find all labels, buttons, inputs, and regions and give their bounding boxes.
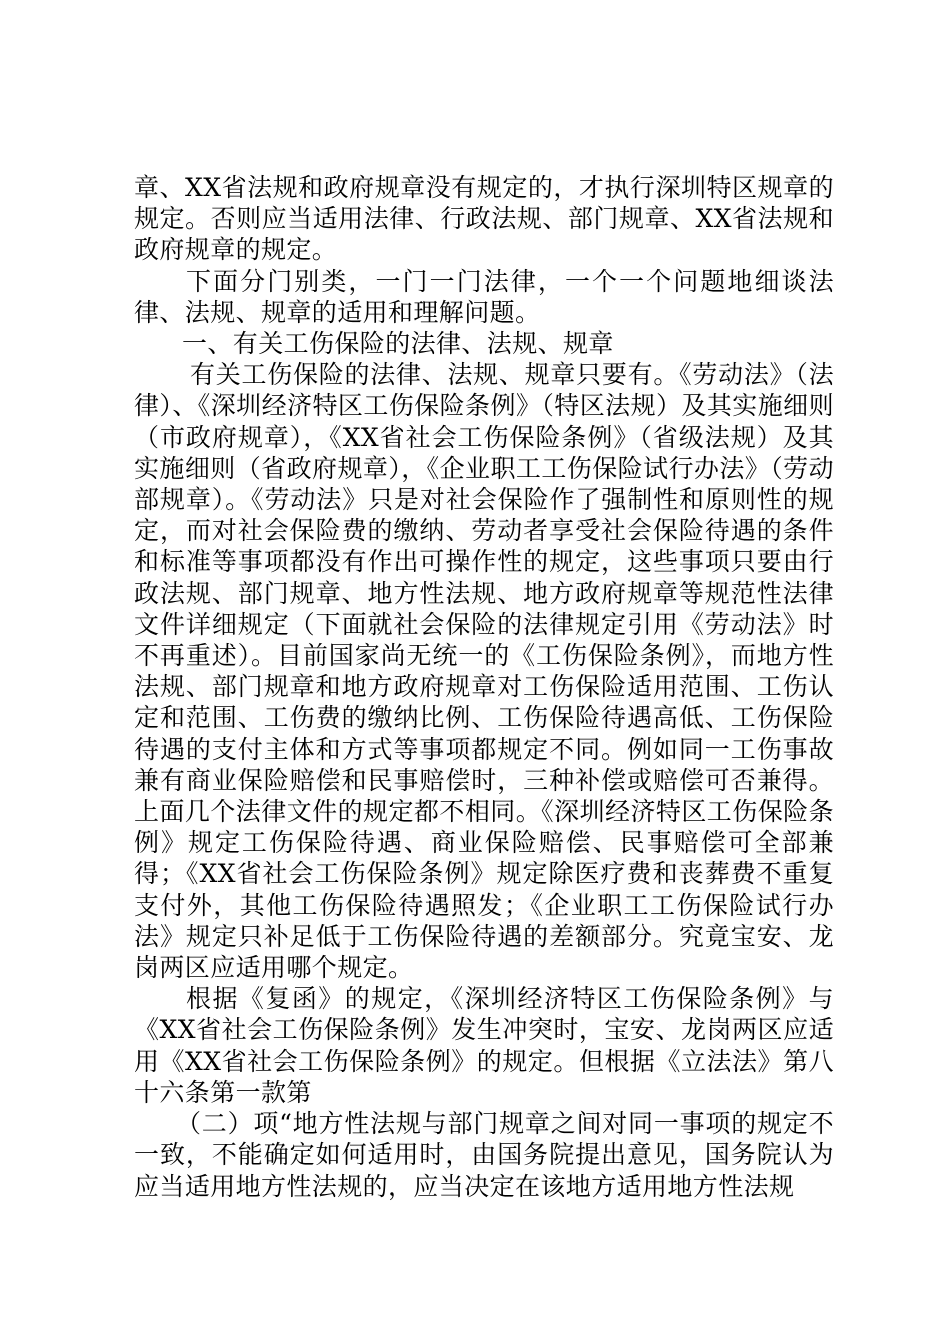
section-heading: 一、有关工伤保险的法律、法规、规章 xyxy=(182,329,614,359)
paragraph-reply: 根据《复函》的规定，《深圳经济特区工伤保险条例》与《XX省社会工伤保险条例》发生冲突时，宝安、龙岗两区应适用《XX省社会工伤保险条例》的规定。但根据《立法法》第八十六条第一款第 xyxy=(134,984,834,1107)
paragraph-intro: 下面分门别类，一门一门法律，一个一个问题地细谈法律、法规、规章的适用和理解问题。 xyxy=(134,266,834,327)
paragraph-clause: （二）项“地方性法规与部门规章之间对同一事项的规定不一致，不能确定如何适用时，由国务院提出意见，国务院认为应当适用地方性法规的，应当决定在该地方适用地方性法规 xyxy=(134,1109,834,1201)
document-body xyxy=(134,172,834,1202)
paragraph-body: 有关工伤保险的法律、法规、规章只要有。《劳动法》（法律）、《深圳经济特区工伤保险条例》（特区法规）及其实施细则（市政府规章），《XX省社会工伤保险条例》（省级法规）及其实施细则（省政府规章），《企业职工工伤保险试行办法》（劳动部规章）。《劳动法》只是对社会保险作了强制性和原则性的规定，而对社会保险费的缴纳、劳动者享受社会保险待遇的条件和标准等事项都没有作出可操作性的规定，这些事项只要由行政法规、部门规章、地方性法规、地方政府规章等规范性法律文件详细规定（下面就社会保险的法律规定引用《劳动法》时不再重述）。目前国家尚无统一的《工伤保险条例》，而地方性法规、部门规章和地方政府规章对工伤保险适用范围、工伤认定和范围、工伤费的缴纳比例、工伤保险待遇高低、工伤保险待遇的支付主体和方式等事项都规定不同。例如同一工伤事故兼有商业保险赔偿和民事赔偿时，三种补偿或赔偿可否兼得。上面几个法律文件的规定都不相同。《深圳经济特区工伤保险条例》规定工伤保险待遇、商业保险赔偿、民事赔偿可全部兼得；《XX省社会工伤保险条例》规定除医疗费和丧葬费不重复支付外，其他工伤保险待遇照发；《企业职工工伤保险试行办法》规定只补足低于工伤保险待遇的差额部分。究竟宝安、龙岗两区应适用哪个规定。 xyxy=(134,360,834,983)
paragraph-continuation: 章、XX省法规和政府规章没有规定的，才执行深圳特区规章的规定。否则应当适用法律、行政法规、部门规章、XX省法规和政府规章的规定。 xyxy=(134,173,834,265)
